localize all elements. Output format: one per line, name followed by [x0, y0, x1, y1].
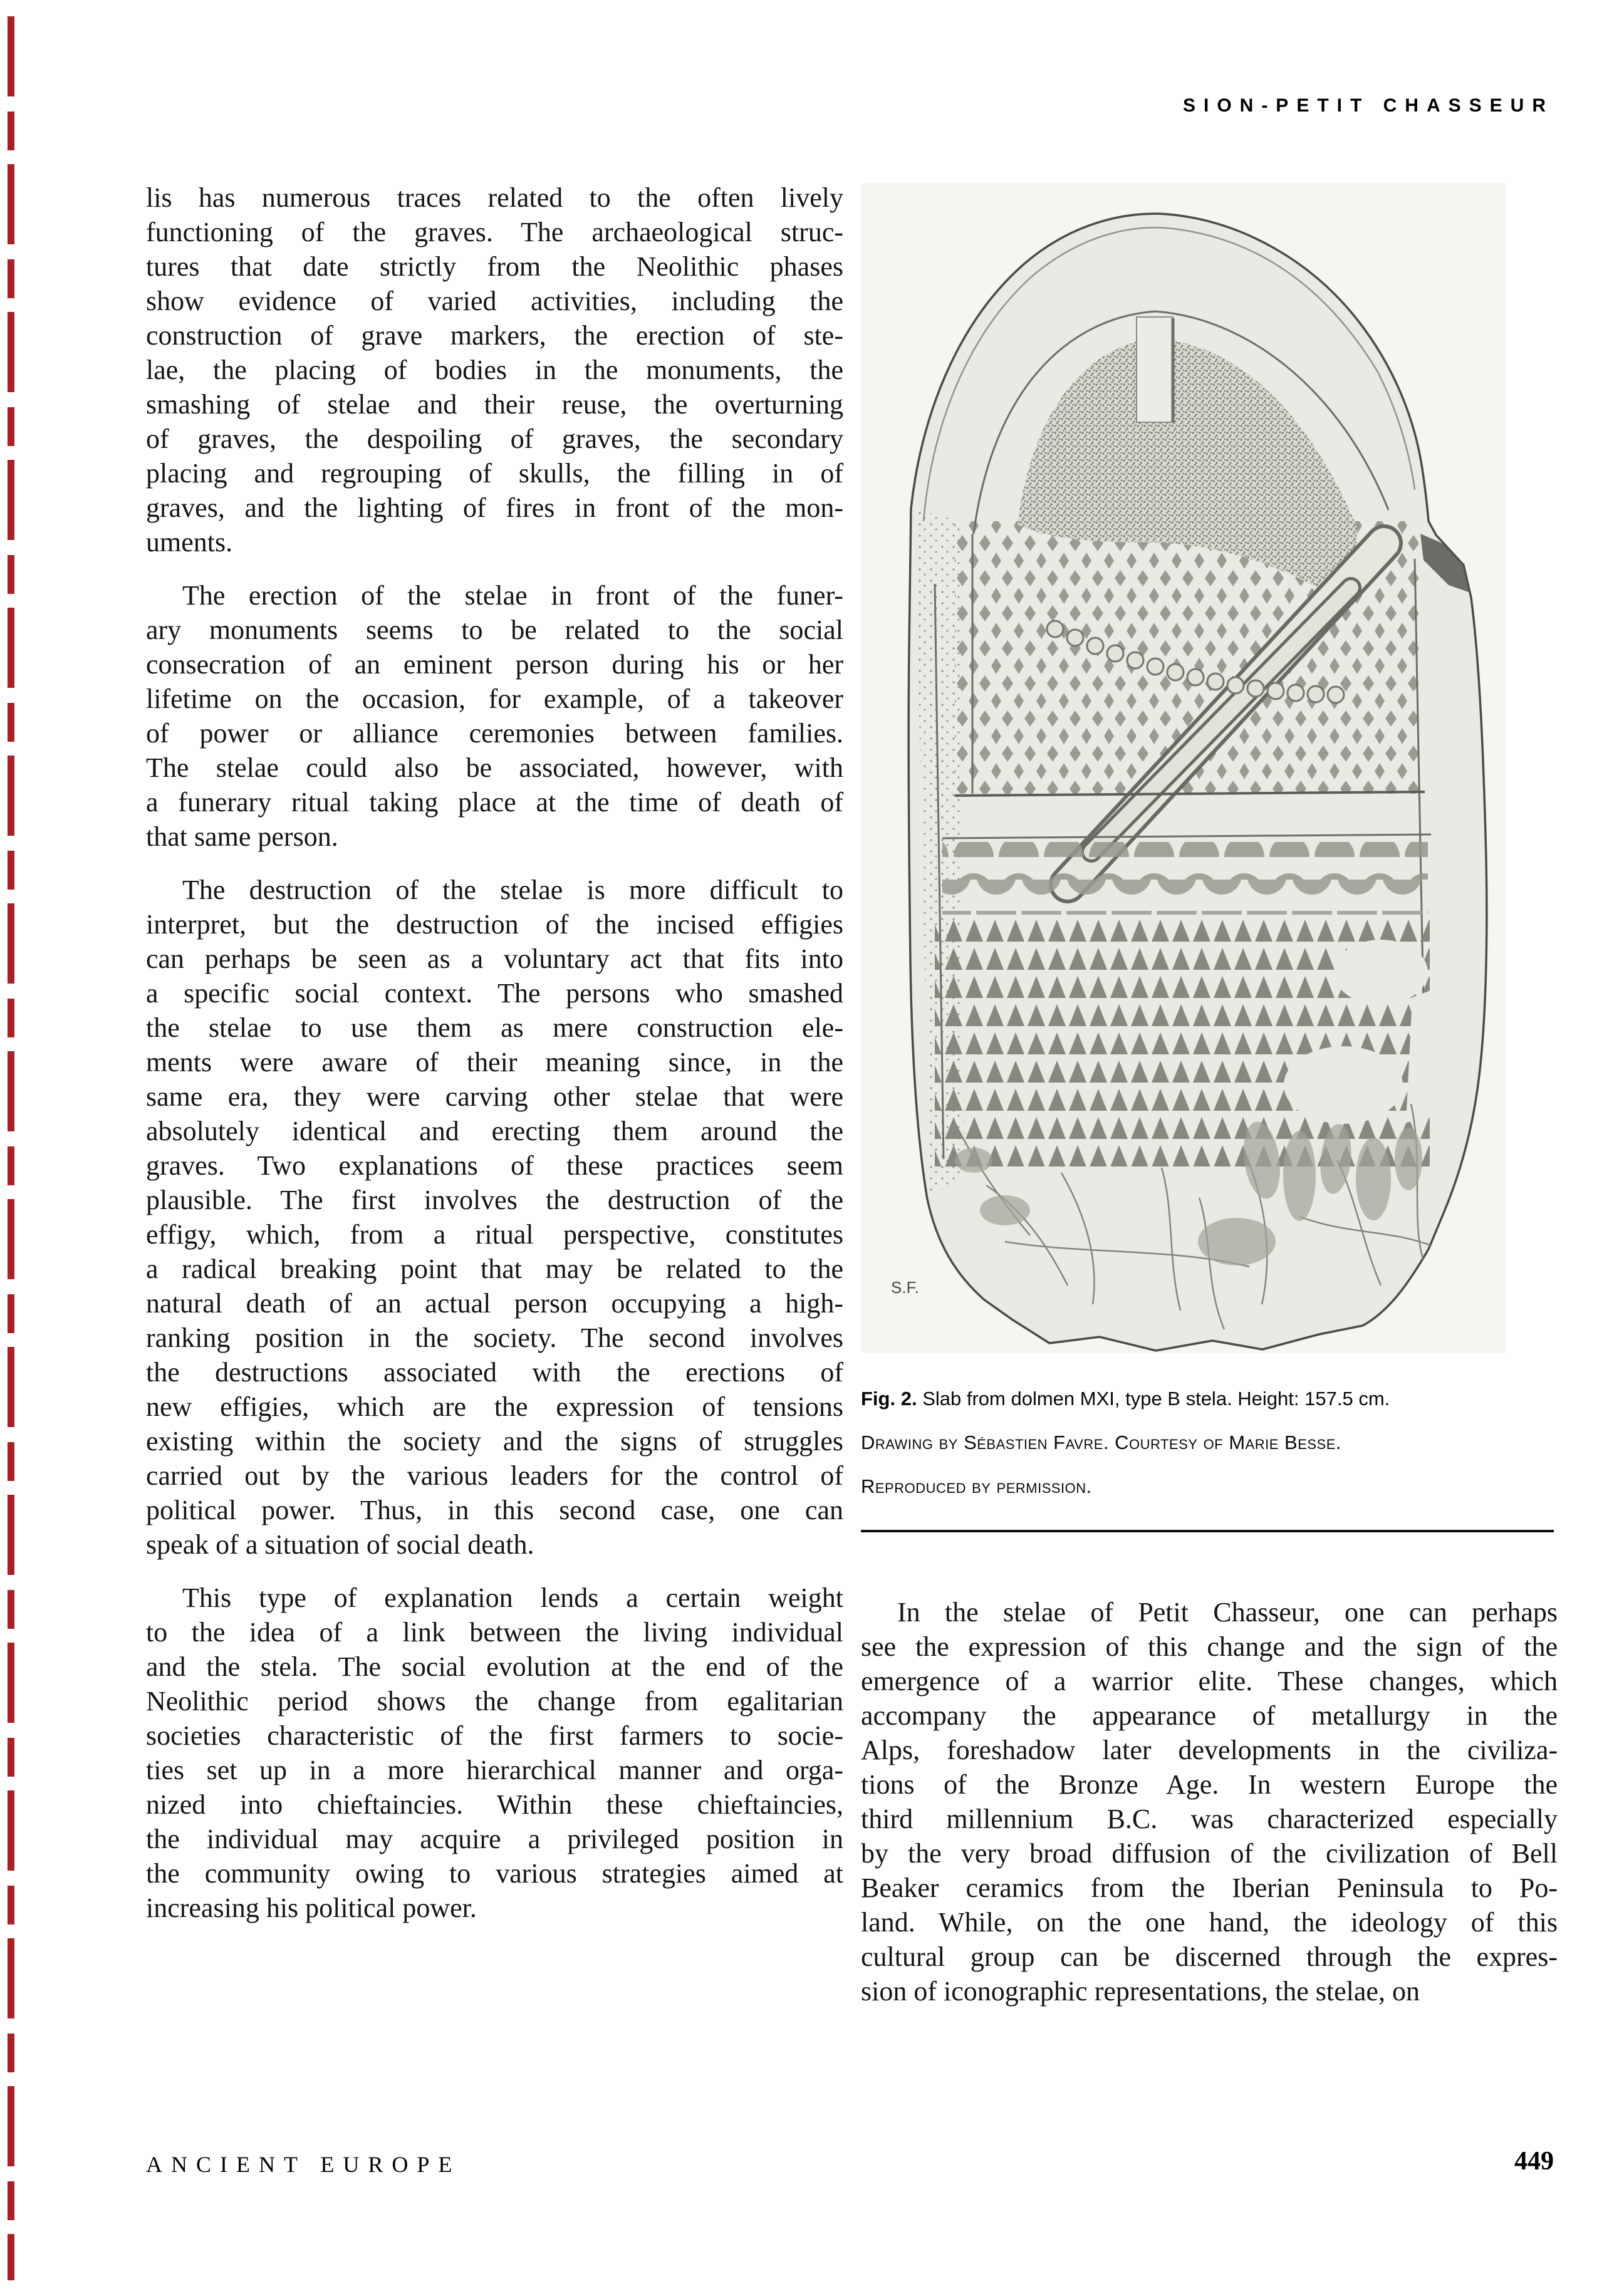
text-line: a radical breaking point that may be related to the	[146, 1254, 843, 1284]
text-line: carried out by the various leaders for the control of	[146, 1460, 843, 1491]
text-line: ranking position in the society. The second involves	[146, 1322, 843, 1353]
text-line: same era, they were carving other stelae that were	[146, 1081, 843, 1112]
stela-drawing	[861, 183, 1506, 1353]
text-line: uments.	[146, 527, 233, 558]
page-number: 449	[1514, 2147, 1554, 2176]
paragraph	[146, 180, 843, 559]
running-header: SION-PETIT CHASSEUR	[1182, 95, 1554, 116]
text-line: new effigies, which are the expression of tensions	[146, 1391, 843, 1422]
artist-signature: S.F.	[891, 1278, 919, 1297]
text-line: sion of iconographic representations, the stelae, on	[861, 1976, 1420, 2007]
text-line: cultural group can be discerned through the expres-	[861, 1941, 1558, 1972]
text-line: graves, and the lighting of fires in front of the mon-	[146, 492, 843, 523]
text-line: Beaker ceramics from the Iberian Peninsula to Po-	[861, 1873, 1558, 1903]
text-line: emergence of a warrior elite. These changes, which	[861, 1666, 1558, 1696]
text-line: placing and regrouping of skulls, the filling in of	[146, 458, 843, 489]
text-line: existing within the society and the signs of struggles	[146, 1426, 843, 1457]
caption-line-1	[861, 1377, 1556, 1421]
text-line: third millennium B.C. was characterized especially	[861, 1804, 1558, 1834]
text-line: to the idea of a link between the living individual	[146, 1617, 843, 1648]
text-line: political power. Thus, in this second case, one can	[146, 1495, 843, 1525]
text-line: In the stelae of Petit Chasseur, one can perhaps	[897, 1597, 1558, 1628]
text-line: lae, the placing of bodies in the monuments, the	[146, 355, 843, 385]
text-line: ments were aware of their meaning since, in the	[146, 1047, 843, 1078]
text-line: can perhaps be seen as a voluntary act that fits into	[146, 943, 843, 974]
text-line: plausible. The first involves the destruction of the	[146, 1185, 843, 1215]
text-line: natural death of an actual person occupying a high-	[146, 1288, 843, 1319]
text-line: Neolithic period shows the change from egalitarian	[146, 1686, 843, 1717]
text-line: speak of a situation of social death.	[146, 1529, 534, 1560]
figure-caption	[861, 1377, 1556, 1509]
right-text-column	[861, 1595, 1558, 2008]
text-line: of graves, the despoiling of graves, the secondary	[146, 423, 843, 454]
text-line: graves. Two explanations of these practices seem	[146, 1150, 843, 1181]
text-line: a specific social context. The persons who smashed	[146, 978, 843, 1009]
text-line: Alps, foreshadow later developments in the civiliza-	[861, 1735, 1558, 1765]
text-line: the community owing to various strategies aimed at	[146, 1858, 843, 1889]
paragraph	[146, 1581, 843, 1925]
text-line: effigy, which, from a ritual perspective, constitutes	[146, 1219, 843, 1250]
text-line: construction of grave markers, the erection of ste-	[146, 320, 843, 351]
text-line: This type of explanation lends a certain weight	[182, 1582, 843, 1613]
text-line: the individual may acquire a privileged position in	[146, 1824, 843, 1854]
text-line: the stelae to use them as mere construction ele-	[146, 1012, 843, 1043]
text-line: see the expression of this change and the sign of the	[861, 1631, 1558, 1662]
text-line: and the stela. The social evolution at the end of the	[146, 1651, 843, 1682]
footer-book-title: ANCIENT EUROPE	[146, 2152, 461, 2177]
caption-divider-rule	[861, 1530, 1554, 1532]
text-line: The stelae could also be associated, however, with	[146, 752, 843, 783]
text-line: that same person.	[146, 821, 338, 852]
text-line: tions of the Bronze Age. In western Europe the	[861, 1769, 1558, 1800]
text-line: ary monuments seems to be related to the social	[146, 615, 843, 645]
text-line: consecration of an eminent person during his or her	[146, 649, 843, 680]
figure-label: Fig. 2.	[861, 1388, 917, 1410]
text-line: a funerary ritual taking place at the time of death of	[146, 787, 843, 818]
text-line: functioning of the graves. The archaeological struc-	[146, 217, 843, 247]
paragraph	[861, 1595, 1558, 2008]
text-line: The erection of the stelae in front of the funer-	[182, 580, 843, 611]
paragraph	[146, 873, 843, 1562]
caption-line-2: Drawing by Sébastien Favre. Courtesy of Marie Besse.	[861, 1431, 1341, 1453]
text-line: lifetime on the occasion, for example, of a takeover	[146, 683, 843, 714]
text-line: ties set up in a more hierarchical manner and orga-	[146, 1755, 843, 1785]
text-line: by the very broad diffusion of the civilization of Bell	[861, 1838, 1558, 1869]
text-line: increasing his political power.	[146, 1893, 477, 1923]
text-line: show evidence of varied activities, including the	[146, 286, 843, 316]
text-line: the destructions associated with the erections of	[146, 1357, 843, 1388]
text-line: of power or alliance ceremonies between families.	[146, 718, 843, 749]
text-line: lis has numerous traces related to the often lively	[146, 182, 843, 213]
text-line: smashing of stelae and their reuse, the overturning	[146, 389, 843, 420]
figure-stela	[861, 183, 1506, 1353]
paragraph	[146, 578, 843, 854]
text-line: tures that date strictly from the Neolithic phases	[146, 251, 843, 282]
text-line: interpret, but the destruction of the incised effigies	[146, 909, 843, 940]
left-text-column	[146, 180, 843, 1925]
caption-text: Slab from dolmen MXI, type B stela. Height: 157.5 cm.	[917, 1388, 1390, 1410]
caption-line-3: Reproduced by permission.	[861, 1475, 1092, 1497]
text-line: societies characteristic of the first farmers to socie-	[146, 1720, 843, 1751]
text-line: nized into chieftaincies. Within these chieftaincies,	[146, 1789, 843, 1820]
text-line: The destruction of the stelae is more difficult to	[182, 875, 843, 905]
page-edge-red-bleed	[8, 16, 14, 2280]
text-line: accompany the appearance of metallurgy in the	[861, 1700, 1558, 1731]
text-line: absolutely identical and erecting them around the	[146, 1116, 843, 1146]
text-line: land. While, on the one hand, the ideology of this	[861, 1907, 1558, 1938]
